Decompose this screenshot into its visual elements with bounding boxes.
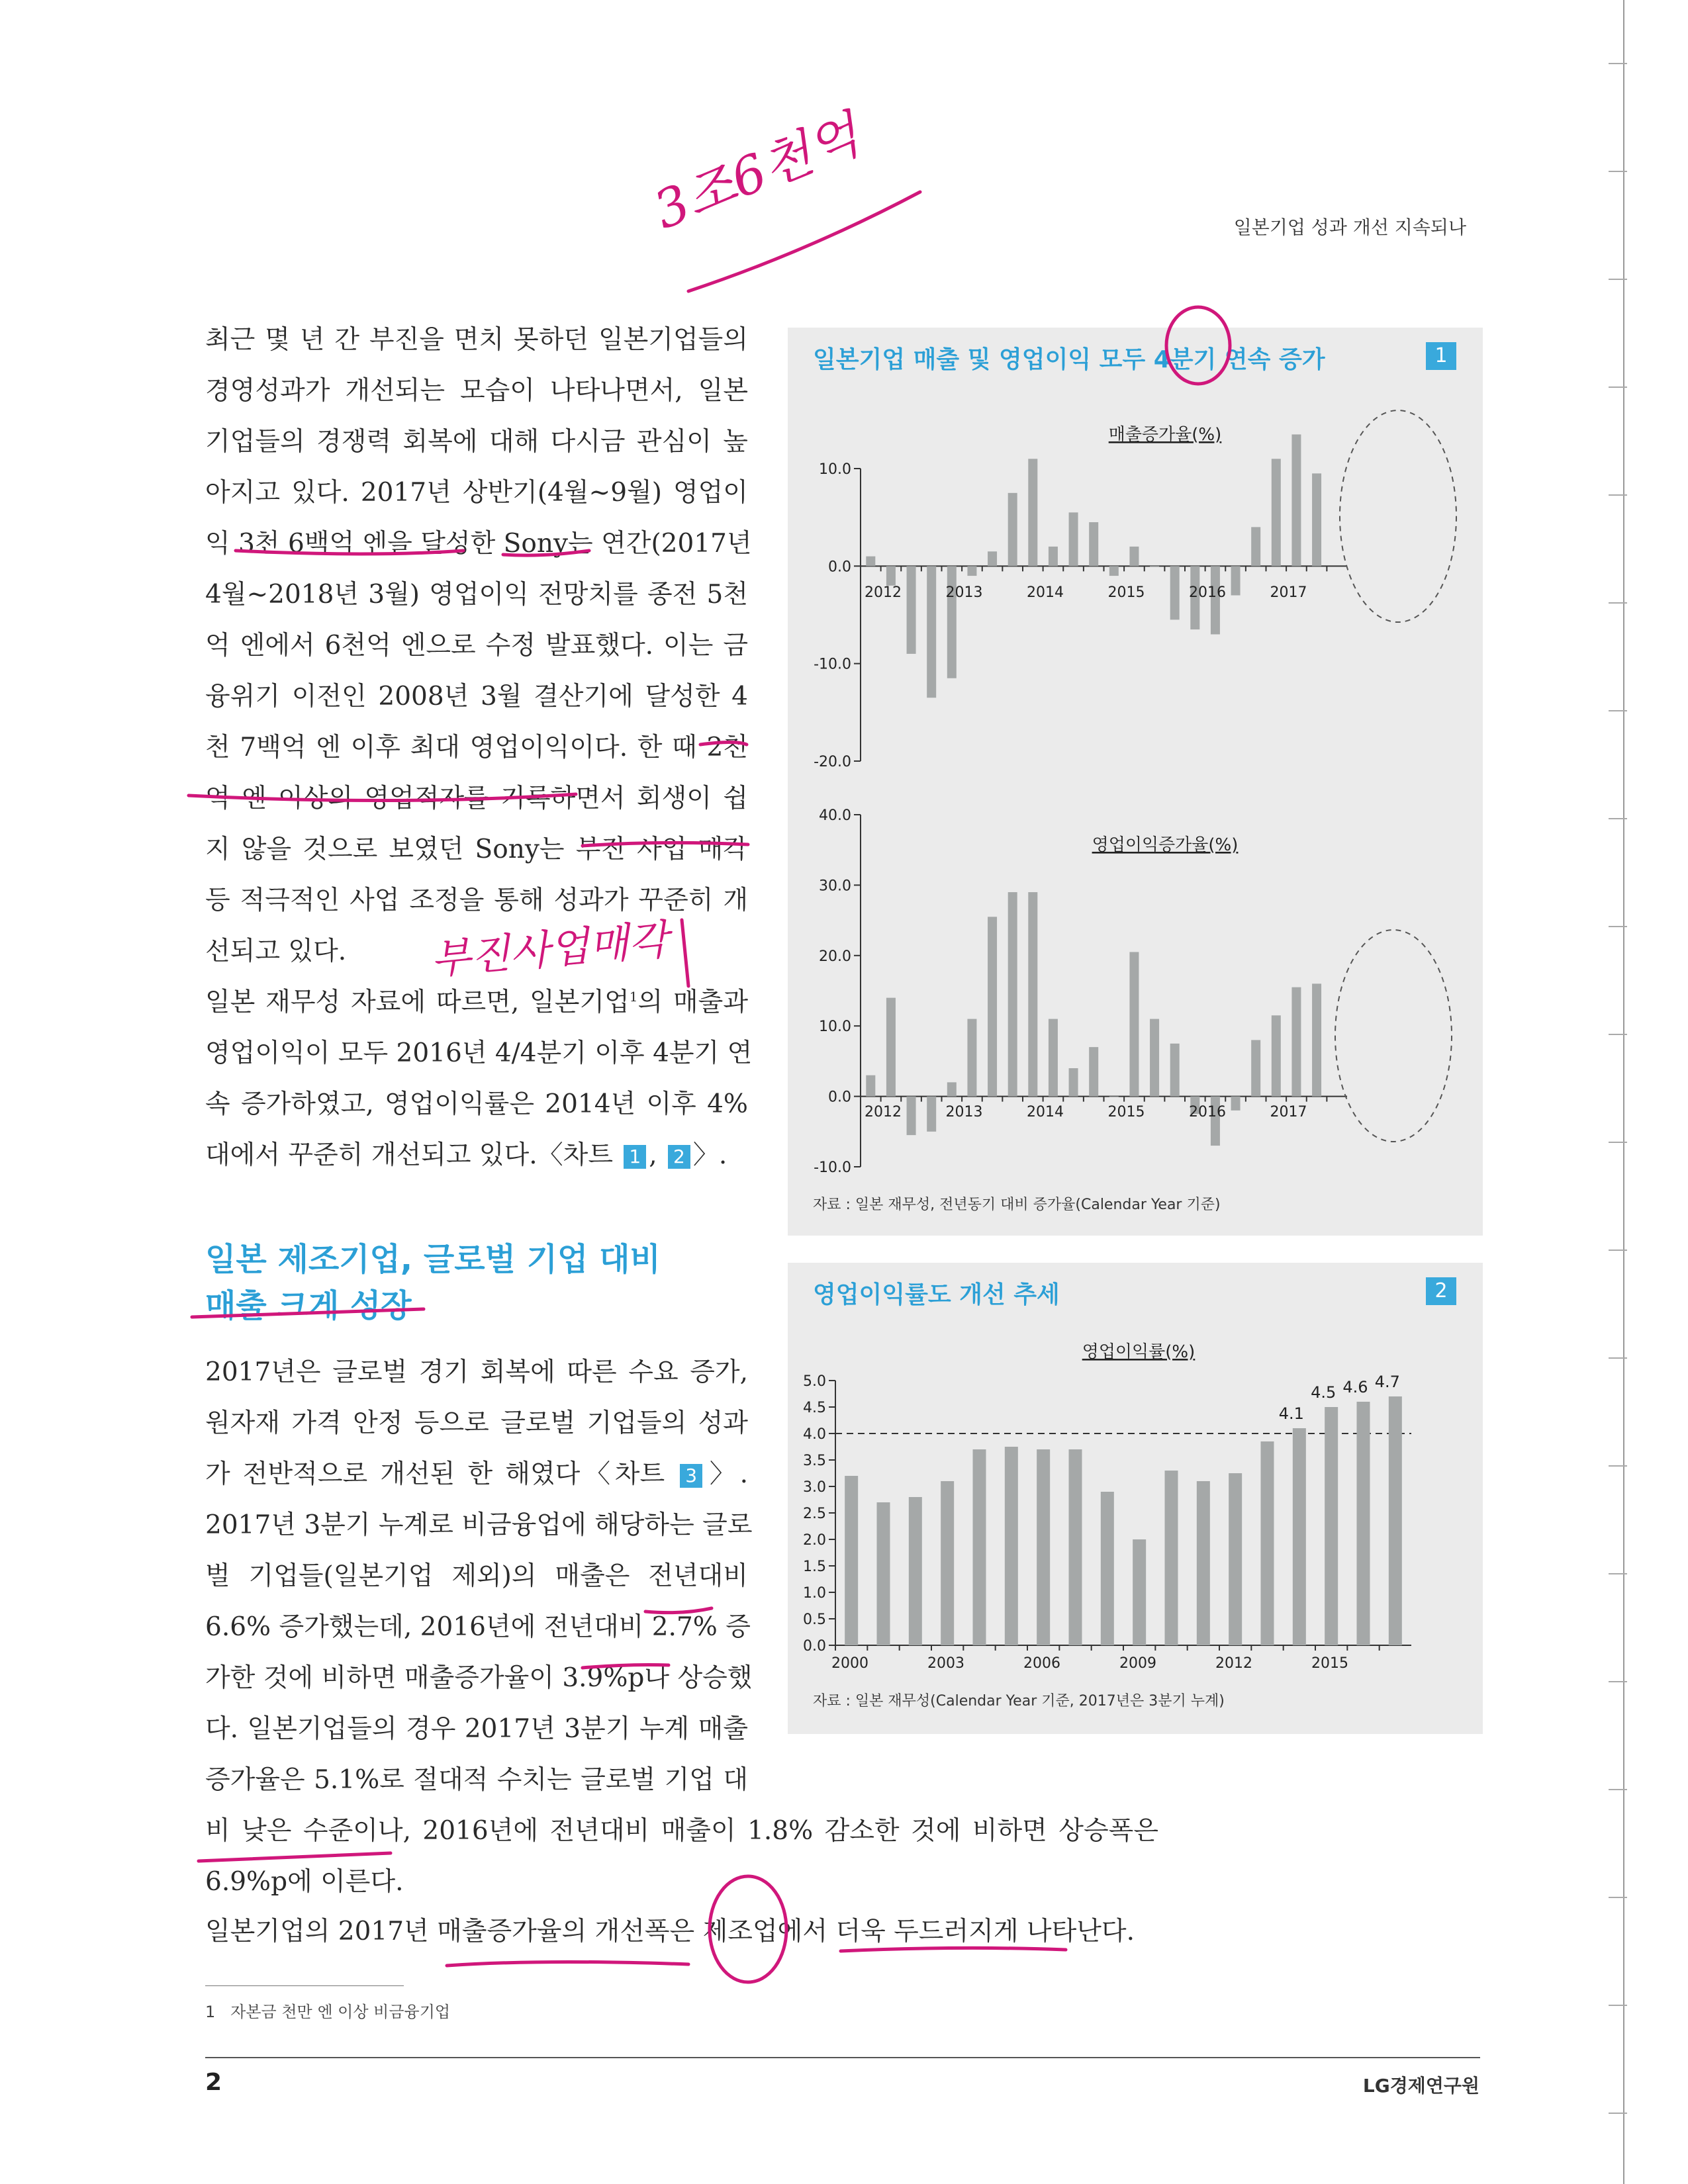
p1-line: 4월~2018년 3월) 영업이익 전망치를 종전 5천 xyxy=(205,580,748,610)
margin-tick xyxy=(1609,1573,1627,1574)
bar xyxy=(1049,547,1058,566)
x-tick-label: 2006 xyxy=(1023,1655,1060,1672)
running-header: 일본기업 성과 개선 지속되나 xyxy=(1233,216,1466,238)
x-tick-label: 2016 xyxy=(1189,584,1226,601)
bar xyxy=(1165,1471,1178,1645)
y-tick-label: 3.0 xyxy=(803,1479,826,1496)
y-tick-label: 5.0 xyxy=(803,1373,826,1390)
bar xyxy=(1312,473,1321,566)
bar xyxy=(1251,1040,1260,1096)
x-tick-label: 2012 xyxy=(1215,1655,1252,1672)
page-edge-line xyxy=(1623,0,1624,2184)
margin-tick xyxy=(1609,818,1627,819)
chart-subtitle: 영업이익률(%) xyxy=(1082,1342,1196,1362)
bar xyxy=(907,566,916,654)
margin-tick xyxy=(1609,602,1627,604)
bar xyxy=(1109,566,1119,576)
bar xyxy=(1272,1015,1281,1096)
bar xyxy=(907,1097,916,1136)
p3-line4: 2017년 3분기 누계로 비금융업에 해당하는 글로 xyxy=(205,1510,753,1540)
margin-tick xyxy=(1609,1034,1627,1035)
y-tick-label: 1.0 xyxy=(803,1585,826,1602)
margin-tick xyxy=(1609,279,1627,280)
x-tick-label: 2016 xyxy=(1189,1104,1226,1120)
data-label: 4.7 xyxy=(1374,1373,1400,1391)
margin-tick xyxy=(1609,387,1627,388)
p3-line10: 비 낮은 수준이나, 2016년에 전년대비 매출이 1.8% 감소한 것에 비하면 상승폭은 xyxy=(205,1816,1158,1846)
paragraph-1 xyxy=(205,314,752,977)
bar xyxy=(1150,1019,1159,1097)
x-tick-label: 2017 xyxy=(1270,1104,1307,1120)
p2-line4a: 대에서 꾸준히 개선되고 있다.〈차트 xyxy=(205,1140,622,1170)
y-tick-label: 2.5 xyxy=(803,1506,826,1522)
bar xyxy=(886,998,896,1097)
bar xyxy=(909,1497,922,1645)
paragraph-4 xyxy=(205,1906,1172,1957)
y-tick-label: 2.0 xyxy=(803,1532,826,1549)
bar xyxy=(1069,1068,1078,1097)
margin-tick xyxy=(1609,2005,1627,2006)
p2-line4b: 〉. xyxy=(692,1140,727,1170)
chart-ref-3[interactable]: 3 xyxy=(680,1464,702,1488)
bar xyxy=(967,566,976,576)
p2-line1b: 의 매출과 xyxy=(637,987,748,1017)
bar xyxy=(877,1502,890,1645)
data-label: 4.1 xyxy=(1278,1404,1304,1423)
bar xyxy=(1312,983,1321,1096)
p1-line: 융위기 이전인 2008년 3월 결산기에 달성한 4 xyxy=(205,682,748,711)
margin-tick xyxy=(1609,1250,1627,1251)
chart-ref-2[interactable]: 2 xyxy=(668,1145,690,1169)
section-heading-line2: 매출 크게 성장 xyxy=(205,1287,412,1324)
margin-tick xyxy=(1609,1897,1627,1898)
bar xyxy=(973,1449,986,1645)
paragraph-2 xyxy=(205,972,753,1181)
bar xyxy=(1389,1396,1402,1645)
bar xyxy=(1008,493,1017,567)
p2-line1a: 일본 재무성 자료에 따르면, 일본기업 xyxy=(205,987,630,1017)
bar xyxy=(1272,459,1281,566)
y-tick-label: 10.0 xyxy=(819,461,851,478)
chart2-title: 영업이익률도 개선 추세 xyxy=(813,1281,1060,1308)
y-tick-label: -10.0 xyxy=(814,1160,851,1176)
bar xyxy=(1293,1428,1306,1645)
bar xyxy=(1028,892,1037,1097)
bar xyxy=(1197,1481,1210,1645)
x-tick-label: 2014 xyxy=(1027,1104,1064,1120)
p2-line2: 영업이익이 모두 2016년 4/4분기 이후 4분기 연 xyxy=(205,1038,753,1068)
chart-subtitle: 영업이익증가율(%) xyxy=(1092,835,1239,855)
margin-tick xyxy=(1609,1142,1627,1143)
p1-line: 익 3천 6백억 엔을 달성한 Sony는 연간(2017년 xyxy=(205,529,752,559)
x-tick-label: 2009 xyxy=(1119,1655,1156,1672)
bar xyxy=(1170,1044,1180,1097)
margin-tick xyxy=(1609,1681,1627,1682)
bar xyxy=(1069,512,1078,566)
bar xyxy=(1049,1019,1058,1097)
bar xyxy=(1089,1047,1098,1096)
bar xyxy=(941,1481,954,1645)
p3-line11: 6.9%p에 이른다. xyxy=(205,1867,404,1897)
p1-line: 천 7백억 엔 이후 최대 영업이익이다. 한 때 2천 xyxy=(205,733,748,762)
p3-line6: 6.6% 증가했는데, 2016년에 전년대비 2.7% 증 xyxy=(205,1612,751,1642)
publisher-name: LG경제연구원 xyxy=(1362,2075,1479,2097)
margin-tick xyxy=(1609,926,1627,927)
p1-line: 억 엔에서 6천억 엔으로 수정 발표했다. 이는 금 xyxy=(205,631,748,660)
bar xyxy=(927,566,936,698)
p1-line: 경영성과가 개선되는 모습이 나타나면서, 일본 xyxy=(205,376,748,406)
x-tick-label: 2015 xyxy=(1107,1104,1145,1120)
ref-separator: , xyxy=(649,1140,666,1170)
p4-line1: 일본기업의 2017년 매출증가율의 개선폭은 제조업에서 더욱 두드러지게 나타난다. xyxy=(205,1917,1135,1946)
ink-underline-p4a xyxy=(447,1962,688,1966)
p3-line1: 2017년은 글로벌 경기 회복에 따른 수요 증가, xyxy=(205,1357,748,1387)
p1-line: 아지고 있다. 2017년 상반기(4월~9월) 영업이 xyxy=(205,478,748,508)
bar xyxy=(1028,459,1037,566)
page-number: 2 xyxy=(205,2069,222,2096)
p3-line2: 원자재 가격 안정 등으로 글로벌 기업들의 성과 xyxy=(205,1408,748,1438)
margin-tick xyxy=(1609,1789,1627,1790)
y-tick-label: 40.0 xyxy=(819,807,851,824)
x-tick-label: 2003 xyxy=(927,1655,964,1672)
y-tick-label: 1.5 xyxy=(803,1559,826,1575)
data-label: 4.6 xyxy=(1342,1378,1368,1396)
handwritten-note-amount: 3조6천억 xyxy=(645,105,868,242)
bar xyxy=(1231,1097,1241,1111)
bar xyxy=(1133,1539,1146,1645)
chart2-number: 2 xyxy=(1426,1277,1456,1305)
y-tick-label: 30.0 xyxy=(819,878,851,895)
bar xyxy=(1129,547,1139,566)
margin-tick xyxy=(1609,63,1627,64)
bar xyxy=(1231,566,1241,595)
bar xyxy=(1150,566,1159,567)
chart1-number: 1 xyxy=(1426,342,1456,370)
highlight-ellipse xyxy=(1335,930,1452,1142)
highlight-ellipse xyxy=(1340,410,1456,622)
footnote-number: 1 xyxy=(205,2003,216,2021)
paragraph-3 xyxy=(205,1347,753,1805)
bar xyxy=(1069,1449,1082,1645)
p3-line7: 가한 것에 비하면 매출증가율이 3.9%p나 상승했 xyxy=(205,1663,753,1693)
x-tick-label: 2014 xyxy=(1027,584,1064,601)
chart1-source: 자료 : 일본 재무성, 전년동기 대비 증가율(Calendar Year 기준) xyxy=(813,1197,1221,1213)
margin-tick xyxy=(1609,1465,1627,1467)
bar xyxy=(886,566,896,585)
bar xyxy=(1325,1407,1338,1645)
footnote-ref: 1 xyxy=(629,989,638,1005)
y-tick-label: -20.0 xyxy=(814,754,851,770)
footnote xyxy=(205,1999,450,2022)
p3-line3a: 가 전반적으로 개선된 한 해였다〈차트 xyxy=(205,1459,678,1489)
margin-tick xyxy=(1609,710,1627,711)
paragraph-3-wide xyxy=(205,1805,1158,1907)
chart-panel-1 xyxy=(788,328,1483,1236)
x-tick-label: 2000 xyxy=(831,1655,868,1672)
y-tick-label: 4.0 xyxy=(803,1426,826,1443)
p1-line: 억 엔 이상의 영업적자를 기록하면서 회생이 쉽 xyxy=(205,784,748,813)
footer-rule xyxy=(205,2057,1480,2058)
bar xyxy=(988,551,997,566)
y-tick-label: 4.5 xyxy=(803,1400,826,1416)
bar xyxy=(947,1082,957,1096)
bar xyxy=(1037,1449,1050,1645)
margin-tick xyxy=(1609,1357,1627,1359)
bar xyxy=(1170,566,1180,619)
x-tick-label: 2013 xyxy=(945,584,983,601)
y-tick-label: 0.0 xyxy=(803,1638,826,1655)
bar xyxy=(1089,522,1098,566)
bar xyxy=(866,1075,875,1097)
chart1-title: 일본기업 매출 및 영업이익 모두 4분기 연속 증가 xyxy=(813,346,1325,373)
x-tick-label: 2015 xyxy=(1107,584,1145,601)
chart2-source: 자료 : 일본 재무성(Calendar Year 기준, 2017년은 3분기 누계) xyxy=(813,1693,1225,1709)
bar xyxy=(988,917,997,1096)
handwritten-note-divestiture: 부진사업매각 xyxy=(428,915,671,984)
footnote-text: 자본금 천만 엔 이상 비금융기업 xyxy=(230,2003,451,2021)
chart-panel-2 xyxy=(788,1263,1483,1734)
p3-line8: 다. 일본기업들의 경우 2017년 3분기 누계 매출 xyxy=(205,1714,748,1744)
p3-line9: 증가율은 5.1%로 절대적 수치는 글로벌 기업 대 xyxy=(205,1765,748,1795)
footnote-rule xyxy=(205,1985,404,1986)
p3-line5: 벌 기업들(일본기업 제외)의 매출은 전년대비 xyxy=(205,1561,748,1591)
bar xyxy=(1005,1447,1018,1645)
p1-line: 등 적극적인 사업 조정을 통해 성과가 꾸준히 개 xyxy=(205,886,748,915)
chart2-svg xyxy=(788,1263,1483,1734)
y-tick-label: 20.0 xyxy=(819,948,851,965)
bar xyxy=(967,1019,976,1097)
bar xyxy=(866,557,875,567)
section-heading-line1: 일본 제조기업, 글로벌 기업 대비 xyxy=(205,1241,661,1278)
chart1-svg xyxy=(788,328,1483,1236)
p1-line: 지 않을 것으로 보였던 Sony는 부진 사업 매각 xyxy=(205,835,748,864)
chart-ref-1[interactable]: 1 xyxy=(624,1145,646,1169)
p1-line: 최근 몇 년 간 부진을 면치 못하던 일본기업들의 xyxy=(205,325,748,355)
chart-subtitle: 매출증가율(%) xyxy=(1108,425,1222,445)
section-heading xyxy=(205,1236,661,1329)
bar xyxy=(1291,987,1301,1097)
margin-tick xyxy=(1609,494,1627,496)
bar xyxy=(845,1476,858,1645)
y-tick-label: 0.5 xyxy=(803,1612,826,1628)
p3-line3b: 〉. xyxy=(705,1459,748,1489)
bar xyxy=(1101,1492,1114,1645)
bar xyxy=(1357,1402,1370,1645)
p2-line3: 속 증가하였고, 영업이익률은 2014년 이후 4% xyxy=(205,1089,748,1119)
data-label: 4.5 xyxy=(1311,1383,1336,1402)
p1-line: 기업들의 경쟁력 회복에 대해 다시금 관심이 높 xyxy=(205,427,748,457)
x-tick-label: 2013 xyxy=(945,1104,983,1120)
y-tick-label: 0.0 xyxy=(828,559,851,576)
margin-tick xyxy=(1609,2113,1627,2114)
y-tick-label: 0.0 xyxy=(828,1089,851,1106)
bar xyxy=(1291,434,1301,566)
bar xyxy=(1008,892,1017,1097)
bar xyxy=(1261,1441,1274,1645)
x-tick-label: 2017 xyxy=(1270,584,1307,601)
bar xyxy=(1129,952,1139,1096)
y-tick-label: -10.0 xyxy=(814,656,851,673)
x-tick-label: 2015 xyxy=(1311,1655,1348,1672)
p1-line: 선되고 있다. xyxy=(205,936,347,966)
y-tick-label: 3.5 xyxy=(803,1453,826,1469)
bar xyxy=(927,1097,936,1132)
bar xyxy=(947,566,957,678)
x-tick-label: 2012 xyxy=(865,1104,902,1120)
x-tick-label: 2012 xyxy=(865,584,902,601)
y-tick-label: 10.0 xyxy=(819,1019,851,1036)
bar xyxy=(1251,527,1260,566)
margin-tick xyxy=(1609,171,1627,172)
bar xyxy=(1229,1473,1242,1645)
